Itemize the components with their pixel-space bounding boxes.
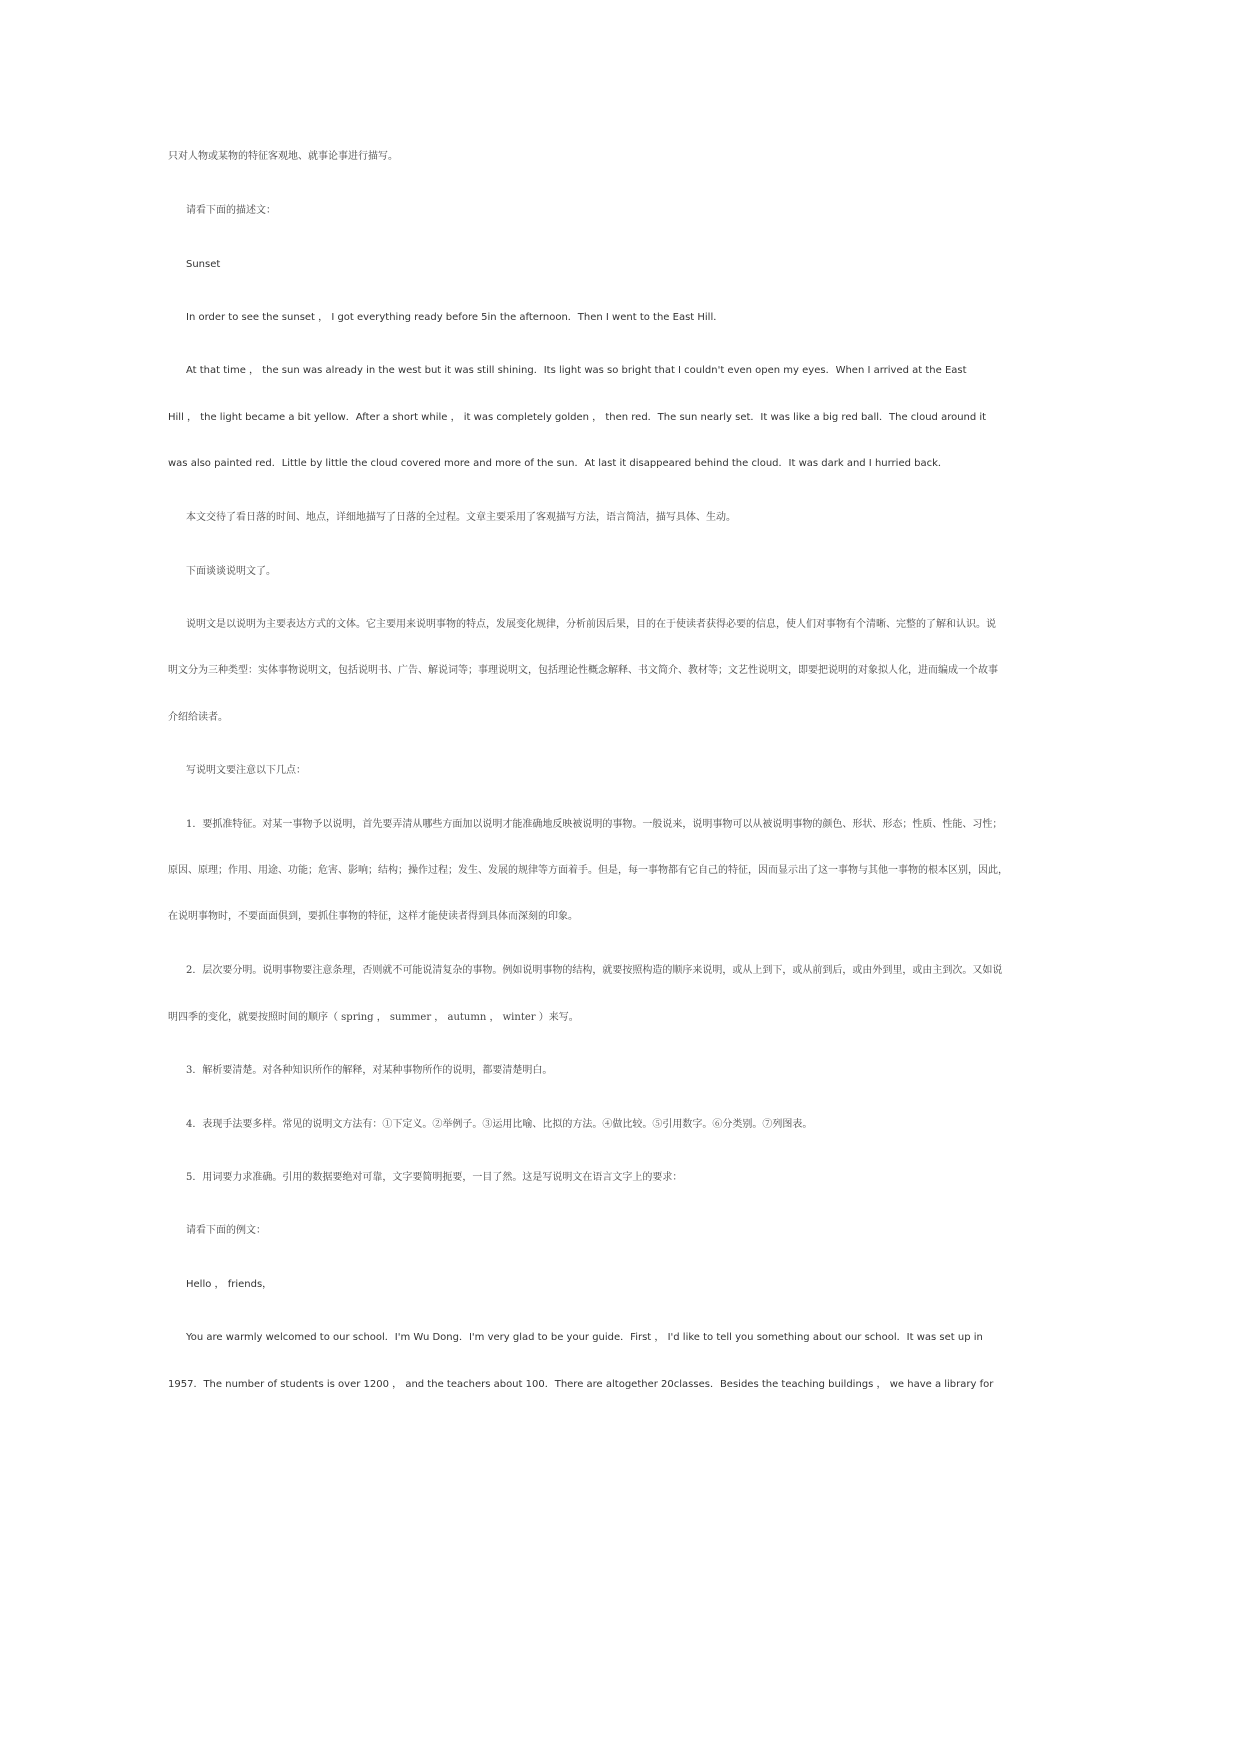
tip-4: 4．表现手法要多样。常见的说明文方法有：①下定义。②举例子。③运用比喻、比拟的方法。④做比较。⑤引用数字。⑥分类别。⑦列图表。 <box>186 1119 813 1130</box>
tip-3: 3．解析要清楚。对各种知识所作的解释，对某种事物所作的说明，都要清楚明白。 <box>186 1065 553 1076</box>
sunset-paragraph-1: In order to see the sunset ， I got everything ready before 5in the afternoon．Then I went to the East Hill． <box>186 312 724 323</box>
example-paragraph-line-2: 1957．The number of students is over 1200 ， and the teachers about 100．There are altogether 20classes．Besides the teaching buildings ， we have a library for <box>168 1379 994 1390</box>
example-greeting: Hello ， friends， <box>186 1279 273 1290</box>
tip-5: 5．用词要力求准确。引用的数据要绝对可靠，文字要简明扼要，一目了然。这是写说明文在语言文字上的要求： <box>186 1172 683 1183</box>
expository-definition-line-1: 说明文是以说明为主要表达方式的文体。它主要用来说明事物的特点，发展变化规律，分析前因后果，目的在于使读者获得必要的信息，使人们对事物有个清晰、完整的了解和认识。说 <box>186 619 996 630</box>
tip-2-line-2: 明四季的变化，就要按照时间的顺序（ spring ， summer ， autumn ， winter ）来写。 <box>168 1012 579 1023</box>
paragraph-description-prompt: 请看下面的描述文： <box>186 205 276 216</box>
tip-1-line-2: 原因、原理；作用、用途、功能；危害、影响；结构；操作过程；发生、发展的规律等方面着手。但是，每一事物都有它自己的特征，因而显示出了这一事物与其他一事物的根本区别，因此， <box>168 865 1008 876</box>
essay-title-sunset: Sunset <box>186 259 221 270</box>
tip-2-line-1: 2．层次要分明。说明事物要注意条理，否则就不可能说清复杂的事物。例如说明事物的结构，就要按照构造的顺序来说明，或从上到下，或从前到后，或由外到里，或由主到次。又如说 <box>186 965 1003 976</box>
tip-1-line-3: 在说明事物时，不要面面俱到，要抓住事物的特征，这样才能使读者得到具体而深刻的印象。 <box>168 911 578 922</box>
paragraph-intro-tail: 只对人物或某物的特征客观地、就事论事进行描写。 <box>168 151 398 162</box>
sunset-paragraph-2-line-1: At that time ， the sun was already in the west but it was still shining．Its light was so bright that I couldn't even open my eyes．When I arrived at the East <box>186 365 967 376</box>
example-paragraph-line-1: You are warmly welcomed to our school．I'm Wu Dong．I'm very glad to be your guide．First ， I'd like to tell you something about our school．It was set up in <box>186 1332 983 1343</box>
expository-definition-line-3: 介绍给读者。 <box>168 712 228 723</box>
tip-1-line-1: 1．要抓准特征。对某一事物予以说明，首先要弄清从哪些方面加以说明才能准确地反映被说明的事物。一般说来，说明事物可以从被说明事物的颜色、形状、形态；性质、性能、习性； <box>186 819 1003 830</box>
expository-intro: 下面谈谈说明文了。 <box>186 566 276 577</box>
sunset-commentary: 本文交待了看日落的时间、地点，详细地描写了日落的全过程。文章主要采用了客观描写方法，语言简洁，描写具体、生动。 <box>186 512 736 523</box>
sunset-paragraph-2-line-2: Hill ， the light became a bit yellow．After a short while ， it was completely golden ， then red．The sun nearly set．It was like a big red ball．The cloud around it <box>168 412 987 423</box>
writing-tips-heading: 写说明文要注意以下几点： <box>186 765 306 776</box>
sunset-paragraph-2-line-3: was also painted red．Little by little the cloud covered more and more of the sun．At last it disappeared behind the cloud．It was dark and I hurried back． <box>168 458 948 469</box>
example-prompt: 请看下面的例文： <box>186 1225 266 1236</box>
expository-definition-line-2: 明文分为三种类型：实体事物说明文，包括说明书、广告、解说词等；事理说明文，包括理论性概念解释、书文简介、教材等；文艺性说明文，即要把说明的对象拟人化，进而编成一个故事 <box>168 665 998 676</box>
